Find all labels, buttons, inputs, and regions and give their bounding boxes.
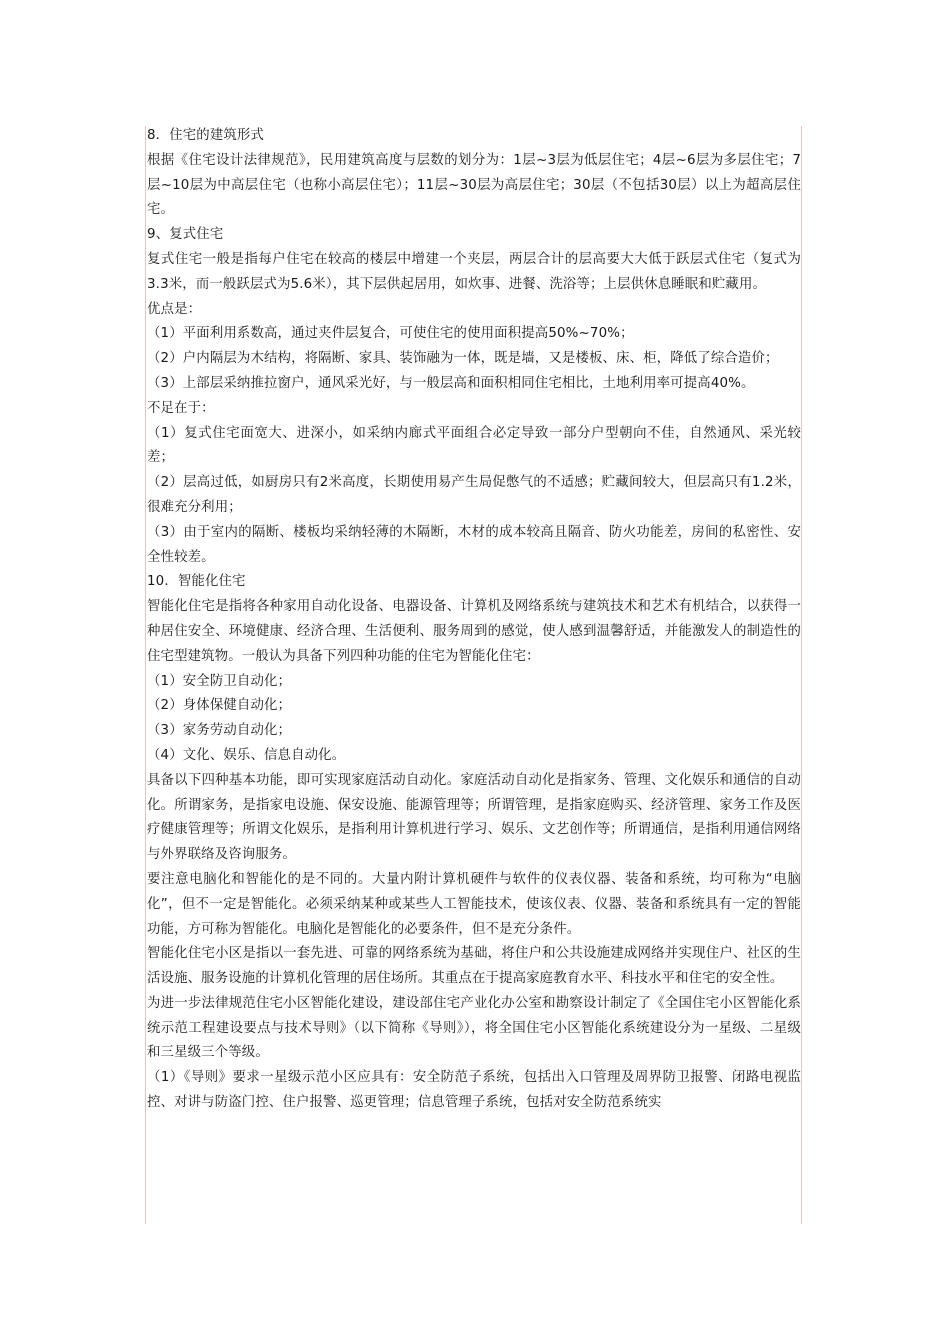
paragraph-advantages-label: 优点是： bbox=[147, 301, 202, 317]
list-item-function-3: （3）家务劳动自动化； bbox=[147, 723, 292, 739]
paragraph-disadvantages-label: 不足在于： bbox=[147, 400, 215, 416]
paragraph-smart-house-definition: 智能化住宅是指将各种家用自动化设备、电器设备、计算机及网络系统与建筑技术和艺术有机结合，以获得一种居住安全、环境健康、经济合理、生活便利、服务周到的感觉，使人感到温馨舒适，并能激发人的制造性的住宅型建筑物。一般认为具备下列四种功能的住宅为智能化住宅： bbox=[147, 599, 801, 664]
list-item-advantage-2: （2）户内隔层为木结构，将隔断、家具、装饰融为一体，既是墙，又是楼板、床、柜，降低了综合造价； bbox=[147, 351, 779, 367]
list-item-function-2: （2）身体保健自动化； bbox=[147, 698, 292, 714]
list-item-advantage-1: （1）平面利用系数高，通过夹件层复合，可使住宅的使用面积提高50%~70%； bbox=[147, 326, 634, 342]
list-item-disadvantage-1: （1）复式住宅面宽大、进深小，如采纳内廊式平面组合必定导致一部分户型朝向不佳，自然通风、采光较差； bbox=[147, 425, 801, 466]
list-item-disadvantage-3: （3）由于室内的隔断、楼板均采纳轻薄的木隔断，木材的成本较高且隔音、防火功能差，房间的私密性、安全性较差。 bbox=[147, 524, 801, 565]
list-item-function-4: （4）文化、娱乐、信息自动化。 bbox=[147, 747, 346, 763]
section-heading-building-form: 8．住宅的建筑形式 bbox=[147, 128, 264, 143]
list-item-disadvantage-2: （2）层高过低，如厨房只有2米高度，长期使用易产生局促憋气的不适感；贮藏间较大，但层高只有1.2米，很难充分利用； bbox=[147, 475, 801, 515]
paragraph-guidelines-intro: 为进一步法律规范住宅小区智能化建设，建设部住宅产业化办公室和勘察设计制定了《全国住宅小区智能化系统示范工程建设要点与技术导则》（以下简称《导则》），将全国住宅小区智能化系统建设分为一星级、二星级和三星级三个等级。 bbox=[147, 995, 801, 1061]
list-item-advantage-3: （3）上部层采纳推拉窗户，通风采光好，与一般层高和面积相同住宅相比，土地利用率可提高40%。 bbox=[147, 375, 755, 391]
document-body bbox=[147, 124, 801, 1116]
section-heading-duplex-house: 9、复式住宅 bbox=[147, 227, 224, 243]
paragraph-smart-community: 智能化住宅小区是指以一套先进、可靠的网络系统为基础，将住户和公共设施建成网络并实现住户、社区的生活设施、服务设施的计算机化管理的居住场所。其重点在于提高家庭教育水平、科技水平和住宅的安全性。 bbox=[147, 946, 801, 987]
paragraph-duplex-definition: 复式住宅一般是指每户住宅在较高的楼层中增建一个夹层，两层合计的层高要大大低于跃层式住宅（复式为3.3米，而一般跃层式为5.6米），其下层供起居用，如炊事、进餐、洗浴等；上层供休息睡眠和贮藏用。 bbox=[147, 251, 801, 292]
paragraph-computerization-vs-intelligence: 要注意电脑化和智能化的是不同的。大量内附计算机硬件与软件的仪表仪器、装备和系统，均可称为“电脑化”，但不一定是智能化。必须采纳某种或某些人工智能技术，使该仪表、仪器、装备和系统具有一定的智能功能，方可称为智能化。电脑化是智能化的必要条件，但不是充分条件。 bbox=[147, 871, 801, 937]
paragraph-home-automation: 具备以下四种基本功能，即可实现家庭活动自动化。家庭活动自动化是指家务、管理、文化娱乐和通信的自动化。所谓家务，是指家电设施、保安设施、能源管理等；所谓管理，是指家庭购买、经济管理、家务工作及医疗健康管理等；所谓文化娱乐，是指利用计算机进行学习、娱乐、文艺创作等；所谓通信，是指利用通信网络与外界联络及咨询服务。 bbox=[147, 772, 801, 863]
paragraph-height-classification: 根据《住宅设计法律规范》，民用建筑高度与层数的划分为：1层~3层为低层住宅；4层~6层为多层住宅；7层~10层为中高层住宅（也称小高层住宅）；11层~30层为高层住宅；30层（不包括30层）以上为超高层住宅。 bbox=[147, 152, 801, 218]
section-heading-smart-house: 10．智能化住宅 bbox=[147, 574, 246, 590]
page-frame-left-border bbox=[145, 126, 146, 1224]
list-item-function-1: （1）安全防卫自动化； bbox=[147, 673, 292, 689]
list-item-one-star-requirements: （1）《导则》要求一星级示范小区应具有：安全防范子系统，包括出入口管理及周界防卫报警、闭路电视监控、对讲与防盗门控、住户报警、巡更管理；信息管理子系统，包括对安全防范系统实 bbox=[147, 1070, 801, 1111]
page-frame-right-border bbox=[801, 126, 802, 1224]
